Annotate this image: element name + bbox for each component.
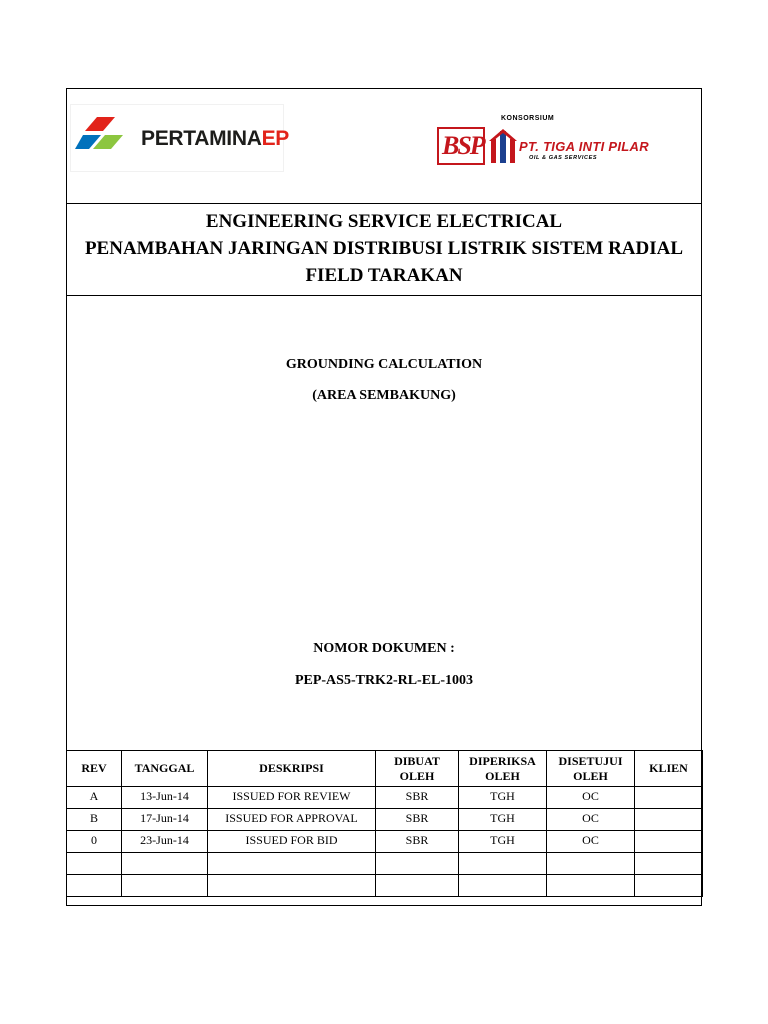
cell-klien bbox=[635, 853, 703, 875]
cell-disetujui bbox=[547, 853, 635, 875]
cell-disetujui bbox=[547, 875, 635, 897]
header-diperiksa bbox=[459, 751, 547, 787]
header-rev: REV bbox=[67, 751, 122, 787]
header-disetujui-line1: DISETUJUI bbox=[558, 753, 623, 768]
header-dibuat-line2: OLEH bbox=[399, 768, 435, 783]
document-name: GROUNDING CALCULATION bbox=[285, 357, 483, 372]
document-cover-frame bbox=[66, 88, 702, 906]
cell-tanggal: 17-Jun-14 bbox=[122, 809, 208, 831]
table-row bbox=[67, 875, 703, 897]
cell-deskripsi: ISSUED FOR REVIEW bbox=[208, 787, 376, 809]
cell-rev: 0 bbox=[67, 831, 122, 853]
cell-diperiksa bbox=[459, 875, 547, 897]
tiga-inti-pilar-icon bbox=[489, 127, 517, 165]
tiga-inti-pilar-name: PT. TIGA INTI PILAR bbox=[519, 139, 649, 154]
title-line-3: FIELD TARAKAN bbox=[305, 265, 463, 286]
cell-tanggal: 23-Jun-14 bbox=[122, 831, 208, 853]
konsorsium-label: KONSORSIUM bbox=[501, 115, 555, 122]
header-dibuat-line1: DIBUAT bbox=[394, 753, 440, 768]
cell-klien bbox=[635, 831, 703, 853]
cell-deskripsi: ISSUED FOR APPROVAL bbox=[208, 809, 376, 831]
cell-klien bbox=[635, 875, 703, 897]
cell-diperiksa: TGH bbox=[459, 787, 547, 809]
document-number: PEP-AS5-TRK2-RL-EL-1003 bbox=[294, 673, 474, 688]
pertamina-name: PERTAMINA bbox=[141, 127, 262, 150]
cell-dibuat: SBR bbox=[376, 809, 459, 831]
header-diperiksa-line1: DIPERIKSA bbox=[469, 753, 536, 768]
cell-disetujui: OC bbox=[547, 831, 635, 853]
cell-rev: A bbox=[67, 787, 122, 809]
cell-disetujui: OC bbox=[547, 787, 635, 809]
pertamina-arrow-icon bbox=[71, 105, 135, 171]
header-diperiksa-line2: OLEH bbox=[485, 768, 520, 783]
cell-dibuat: SBR bbox=[376, 831, 459, 853]
project-title-block bbox=[67, 204, 701, 296]
header-dibuat bbox=[376, 751, 459, 787]
header-disetujui bbox=[547, 751, 635, 787]
bsp-logo bbox=[437, 127, 485, 165]
cell-deskripsi bbox=[208, 853, 376, 875]
cell-dibuat bbox=[376, 875, 459, 897]
header-klien: KLIEN bbox=[635, 751, 703, 787]
document-number-label: NOMOR DOKUMEN : bbox=[313, 641, 455, 656]
table-row bbox=[67, 809, 703, 831]
cell-diperiksa: TGH bbox=[459, 809, 547, 831]
cell-disetujui: OC bbox=[547, 809, 635, 831]
document-area: (AREA SEMBAKUNG) bbox=[312, 388, 456, 403]
header-disetujui-line2: OLEH bbox=[573, 768, 608, 783]
revision-table bbox=[66, 750, 703, 897]
pertamina-ep-suffix: EP bbox=[261, 127, 289, 150]
cell-diperiksa: TGH bbox=[459, 831, 547, 853]
cell-deskripsi: ISSUED FOR BID bbox=[208, 831, 376, 853]
table-row bbox=[67, 831, 703, 853]
cell-tanggal bbox=[122, 875, 208, 897]
title-line-1: ENGINEERING SERVICE ELECTRICAL bbox=[205, 211, 563, 232]
cell-deskripsi bbox=[208, 875, 376, 897]
revision-table-header bbox=[67, 751, 703, 787]
cell-klien bbox=[635, 809, 703, 831]
bsp-logo-text: BSP bbox=[442, 131, 484, 160]
header-tanggal: TANGGAL bbox=[122, 751, 208, 787]
pertamina-wordmark bbox=[141, 127, 289, 151]
cell-dibuat: SBR bbox=[376, 787, 459, 809]
table-row bbox=[67, 853, 703, 875]
cell-rev bbox=[67, 853, 122, 875]
cell-rev: B bbox=[67, 809, 122, 831]
table-row bbox=[67, 787, 703, 809]
cell-rev bbox=[67, 875, 122, 897]
cell-diperiksa bbox=[459, 853, 547, 875]
pertamina-ep-logo bbox=[71, 105, 289, 171]
logo-header bbox=[67, 89, 701, 204]
header-deskripsi: DESKRIPSI bbox=[208, 751, 376, 787]
cell-tanggal bbox=[122, 853, 208, 875]
tiga-inti-pilar-subtitle: OIL & GAS SERVICES bbox=[529, 155, 598, 161]
cell-tanggal: 13-Jun-14 bbox=[122, 787, 208, 809]
cell-klien bbox=[635, 787, 703, 809]
title-line-2: PENAMBAHAN JARINGAN DISTRIBUSI LISTRIK SISTEM RADIAL bbox=[84, 238, 684, 259]
cell-dibuat bbox=[376, 853, 459, 875]
